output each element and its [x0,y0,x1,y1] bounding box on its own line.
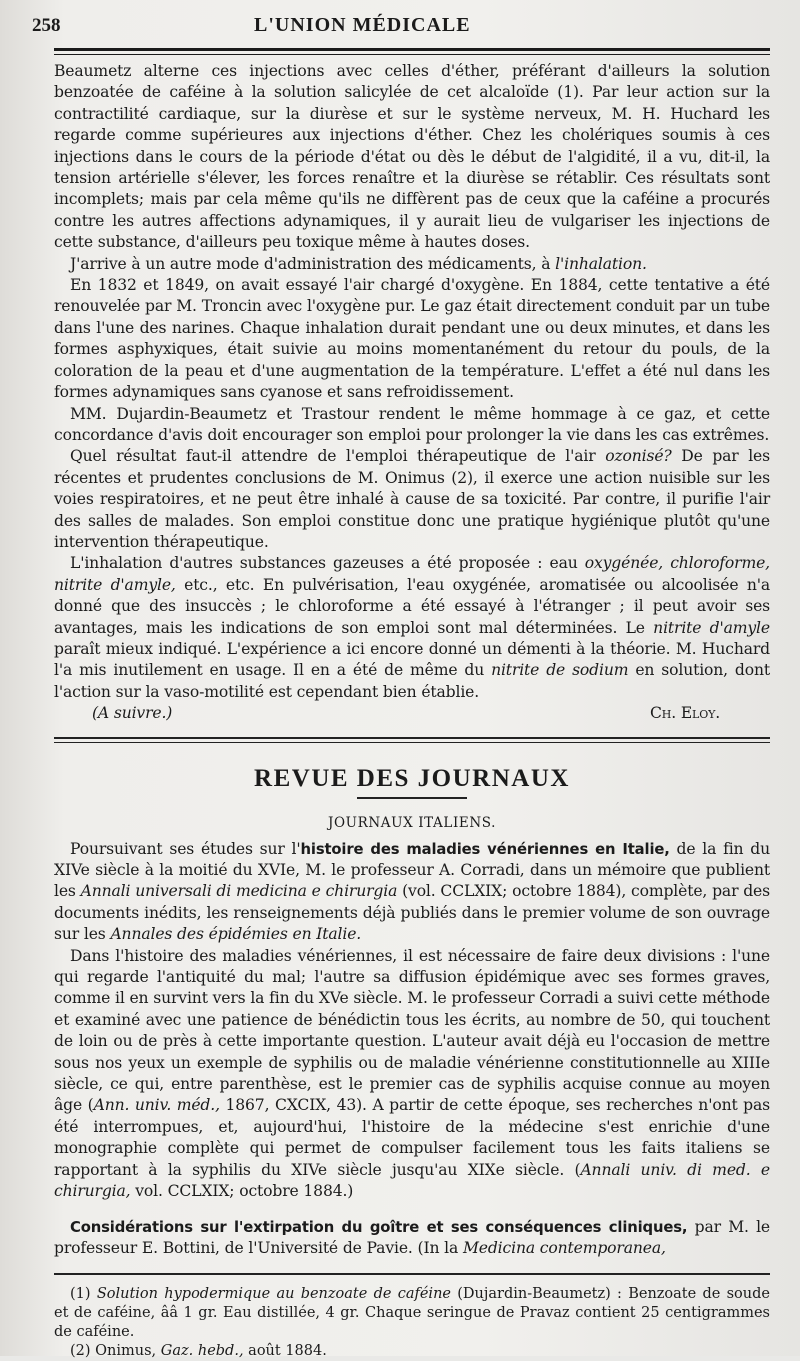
paragraph: J'arrive à un autre mode d'administration des médicaments, à l'inhalation. [70,254,647,273]
paragraph: Considérations sur l'extirpation du goître et ses conséquences cliniques, par M. le professeur E. Bottini, de l'Université de Pavie. (In la Medicina contemporanea, [54,1217,770,1257]
paragraph: En 1832 et 1849, on avait essayé l'air chargé d'oxygène. En 1884, cette tentative a été renouvelée par M. Troncin avec l'oxygène pur. Le gaz était directement conduit par un tube dans l'une des narines. Chaque inhalation durait pendant une ou deux minutes, et dans les formes asphyxiques, était suivie au moins momentanément du retour du pouls, de la coloration de la peau et d'une augmentation de la température. L'effet a été nul dans les formes adynamiques sans cyanose et sans refroidissement. [54,276,770,402]
paragraph: Beaumetz alterne ces injections avec celles d'éther, préférant d'ailleurs la solution benzoatée de caféine à la solution salicylée de cet alcaloïde (1). Par leur action sur la contractilité cardiaque, sur la diurèse et sur le système nerveux, M. H. Huchard les regarde comme supérieures aux injections d'éther. Chez les cholériques soumis à ces injections dans le cours de la période d'état ou dès le début de l'algidité, il a vu, dit-il, la tension artérielle s'élever, les forces renaître et la diurèse se rétablir. Ces résultats sont incomplets; mais par cela même qu'ils ne diffèrent pas de ceux que la caféine a procurés contre les autres affections adynamiques, il y aurait lieu de vulgariser les injections de cette substance, d'ailleurs peu toxique même à hautes doses. [54,62,770,252]
running-head [32,14,770,46]
signature-line [54,703,770,724]
header-rule [54,48,770,51]
section-separator [54,737,770,743]
header-rule-thin [54,54,770,55]
section-title: REVUE DES JOURNAUX [254,764,570,792]
paragraph: Poursuivant ses études sur l'histoire des maladies vénériennes en Italie, de la fin du XIVe siècle à la moitié du XVIe, M. le professeur A. Corradi, dans un mémoire que publient les Annali universali di medicina e chirurgia (vol. CCLXIX; octobre 1884), complète, par des documents inédits, les renseignements déjà publiés dans le premier volume de son ouvrage sur les Annales des épidémies en Italie. [54,839,771,944]
footnotes [54,1285,770,1361]
paragraph: Quel résultat faut-il attendre de l'emploi thérapeutique de l'air ozonisé? De par les récentes et prudentes conclusions de M. Onimus (2), il exerce une action nuisible sur les voies respiratoires, et ne peut être inhalé à cause de sa toxicité. Par contre, il purifie l'air des salles de malades. Son emploi constitue donc une pratique hygiénique plutôt qu'une intervention thérapeutique. [54,447,770,551]
to-follow: (A suivre.) [92,704,173,723]
footnote: (2) Onimus, Gaz. hebd., août 1884. [70,1343,327,1360]
page-number: 258 [32,15,61,36]
section-subtitle: JOURNAUX ITALIENS. [327,814,497,831]
review-body [54,839,770,1260]
section-title-rule [357,797,467,799]
paragraph: L'inhalation d'autres substances gazeuses a été proposée : eau oxygénée, chloroforme, nitrite d'amyle, etc., etc. En pulvérisation, l'eau oxygénée, aromatisée ou alcoolisée n'a donné que des insuccès ; le chloroforme a été essayé à l'étranger ; il peut avoir ses avantages, mais les indications de son emploi sont mal déterminées. Le nitrite d'amyle paraît mieux indiqué. L'expérience a ici encore donné un démenti à la théorie. M. Huchard l'a mis inutilement en usage. Il en a été de même du nitrite de sodium en solution, dont l'action sur la vaso-motilité est cependant bien établie. [54,554,771,701]
article-body [54,61,770,725]
paragraph: MM. Dujardin-Beaumetz et Trastour rendent le même hommage à ce gaz, et cette concordance d'avis doit encourager son emploi pour prolonger la vie dans les cas extrêmes. [54,404,770,444]
footnote-rule [54,1273,770,1275]
journal-title: L'UNION MÉDICALE [254,14,471,36]
paragraph: Dans l'histoire des maladies vénériennes, il est nécessaire de faire deux divisions : l'une qui regarde l'antiquité du mal; l'autre sa diffusion épidémique avec ses formes graves, comme il en survint vers la fin du XVe siècle. M. le professeur Corradi a suivi cette méthode et examiné avec une patience de bénédictin tous les écrits, au nombre de 50, qui touchent de loin ou de près à cette importante question. L'auteur avait déjà eu l'occasion de mettre sous nos yeux un exemple de syphilis ou de maladie vénérienne constitutionnelle au XIIIe siècle, ce qui, entre parenthèse, est le premier cas de syphilis acquise connue au moyen âge (Ann. univ. méd., 1867, CXCIX, 43). A partir de cette époque, ses recherches n'ont pas été interrompues, et, aujourd'hui, l'histoire de la médecine s'est enrichie d'une monographie complète qui permet de compulser facilement tous les faits italiens se rapportant à la syphilis du XIVe siècle jusqu'au XIXe siècle. (Annali univ. di med. e chirurgia, vol. CCLXIX; octobre 1884.) [54,946,771,1201]
footnote: (1) Solution hypodermique au benzoate de caféine (Dujardin-Beaumetz) : Benzoate de soude et de caféine, ââ 1 gr. Eau distillée, 4 gr. Chaque seringue de Pravaz contient 25 centigrammes de caféine. [54,1286,770,1341]
author-signature: Ch. Eloy. [649,704,720,723]
